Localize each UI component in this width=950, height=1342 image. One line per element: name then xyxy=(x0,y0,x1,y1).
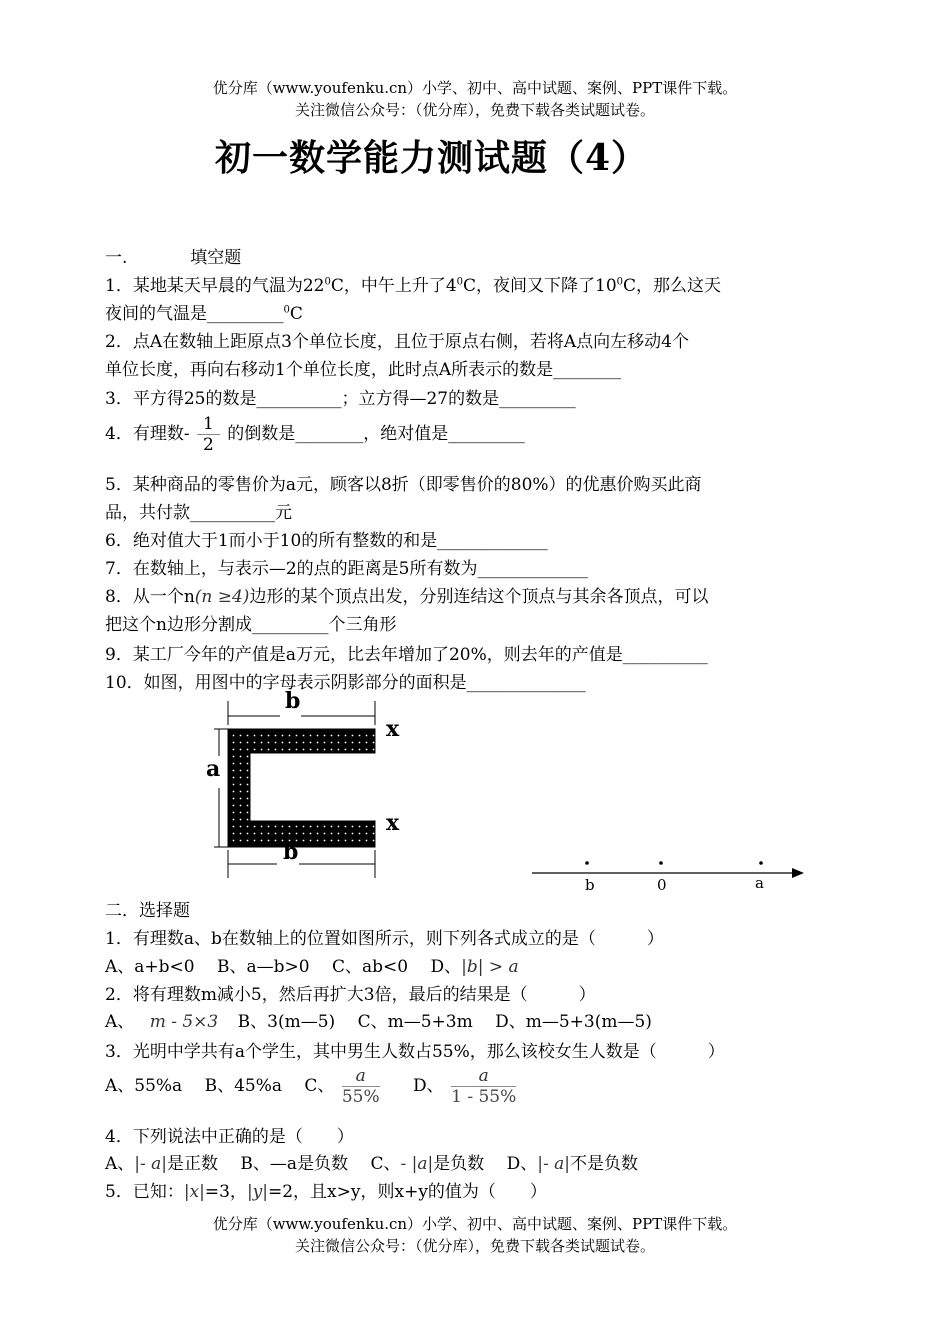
degree-mark: 0 xyxy=(616,276,624,288)
figure-label-x-top: x xyxy=(386,716,400,742)
q2-option-a-prefix: A、 xyxy=(105,1012,135,1032)
section-1-heading xyxy=(105,243,241,268)
q8-text-a: 8．从一个n xyxy=(105,587,195,607)
q1-text-f: C xyxy=(289,304,303,324)
question-2-line-1: 2．点A在数轴上距原点3个单位长度，且位于原点右侧，若将A点向左移动4个 xyxy=(105,332,689,352)
figure-label-a: a xyxy=(206,756,221,782)
footer-line-2: 关注微信公众号：（优分库），免费下载各类试题试卷。 xyxy=(294,1237,655,1255)
question-8-line-1 xyxy=(105,582,708,607)
page-title: 初一数学能力测试题（4） xyxy=(215,137,649,179)
section-1-number: 一. xyxy=(105,248,128,268)
footer-line-1: 优分库（www.youfenku.cn）小学、初中、高中试题、案例、PPT课件下载。 xyxy=(212,1215,738,1233)
fraction-numerator: a xyxy=(451,1066,516,1087)
question-10: 10．如图，用图中的字母表示阴影部分的面积是______________ xyxy=(105,673,586,693)
question-4 xyxy=(105,414,525,455)
number-line xyxy=(528,855,808,885)
degree-mark: 0 xyxy=(324,276,331,288)
q5-text-post: =2，且x>y，则x+y的值为（ ） xyxy=(268,1182,547,1202)
fraction-numerator: a xyxy=(342,1066,380,1087)
q4-option-d-math: |- a| xyxy=(537,1154,571,1174)
q1-text-b: C，中午上升了4 xyxy=(330,276,457,296)
section-1-title: 填空题 xyxy=(190,248,242,268)
header-line-2: 关注微信公众号：（优分库），免费下载各类试题试卷。 xyxy=(294,101,655,119)
number-line-label-b: b xyxy=(585,876,595,894)
degree-mark: 0 xyxy=(456,276,464,288)
section-2-heading: 二．选择题 xyxy=(105,901,190,921)
number-line-label-a: a xyxy=(755,874,764,892)
q8-math: (n ≥4) xyxy=(194,587,250,607)
question-1-line-2 xyxy=(105,299,303,324)
figure-label-b-bottom: b xyxy=(283,839,299,865)
choice-question-1: 1．有理数a、b在数轴上的位置如图所示，则下列各式成立的是（ ） xyxy=(105,929,664,949)
fraction-denominator: 2 xyxy=(202,435,214,455)
question-6: 6．绝对值大于1而小于10的所有整数的和是_____________ xyxy=(105,531,548,551)
q4-option-c-math: - |a| xyxy=(400,1154,434,1174)
q2-option-a-math: m - 5×3 xyxy=(149,1012,219,1032)
q5-abs-y: |y| xyxy=(246,1182,268,1202)
question-5-line-1: 5．某种商品的零售价为a元，顾客以8折（即零售价的80%）的优惠价购买此商 xyxy=(105,475,702,495)
choice-question-2: 2．将有理数m减小5，然后再扩大3倍，最后的结果是（ ） xyxy=(105,985,596,1005)
fraction-a-over-1-minus-55 xyxy=(451,1066,516,1107)
choice-question-1-options xyxy=(105,952,519,977)
q3-option-d-prefix: D、 xyxy=(413,1076,444,1096)
q4-text-a: 4．有理数- xyxy=(105,424,190,444)
choice-question-3: 3．光明中学共有a个学生，其中男生人数占55%，那么该校女生人数是（ ） xyxy=(105,1042,725,1062)
q1-text-a: 1．某地某天早晨的气温为22 xyxy=(105,276,325,296)
q5-text-pre: 5．已知： xyxy=(105,1182,184,1202)
point-b xyxy=(585,861,589,865)
number-line-arrow xyxy=(792,868,804,878)
choice-question-5 xyxy=(105,1177,547,1202)
point-zero xyxy=(659,861,663,865)
q5-abs-x: |x| xyxy=(183,1182,205,1202)
question-8-line-2: 把这个n边形分割成_________个三角形 xyxy=(105,615,397,635)
q4-option-c-text: 是负数 D、 xyxy=(433,1154,538,1174)
q4-option-a-prefix: A、 xyxy=(105,1154,135,1174)
q1-text-e: 夜间的气温是_________ xyxy=(105,304,284,324)
question-9: 9．某工厂今年的产值是a万元，比去年增加了20%，则去年的产值是__________ xyxy=(105,645,708,665)
q5-text-mid: =3， xyxy=(204,1182,247,1202)
figure-label-b-top: b xyxy=(285,688,301,714)
question-1-line-1 xyxy=(105,271,721,296)
choice-question-4-options xyxy=(105,1149,638,1174)
choice-question-2-options xyxy=(105,1007,652,1032)
choice-question-3-options xyxy=(105,1066,518,1107)
header-line-1: 优分库（www.youfenku.cn）小学、初中、高中试题、案例、PPT课件下载。 xyxy=(212,79,738,97)
fraction-a-over-55 xyxy=(342,1066,380,1107)
shaded-region xyxy=(228,729,375,847)
q4-text-b: 的倒数是________，绝对值是_________ xyxy=(227,424,525,444)
question-3: 3．平方得25的数是__________；立方得—27的数是_________ xyxy=(105,389,576,409)
fraction-denominator: 1 - 55% xyxy=(451,1087,517,1107)
question-7: 7．在数轴上，与表示—2的点的距离是5所有数为_____________ xyxy=(105,559,588,579)
point-a xyxy=(759,861,763,865)
q1-option-d-math: |b| > a xyxy=(461,957,519,977)
q8-text-b: 边形的某个顶点出发，分别连结这个顶点与其余各顶点，可以 xyxy=(249,587,709,607)
q3-options-text: A、55%a B、45%a C、 xyxy=(105,1076,335,1096)
fraction-one-half xyxy=(197,414,220,455)
degree-mark: 0 xyxy=(283,304,290,316)
figure-label-x-bottom: x xyxy=(386,810,400,836)
choice-question-4: 4．下列说法中正确的是（ ） xyxy=(105,1127,354,1147)
q1-text-d: C，那么这天 xyxy=(623,276,722,296)
question-5-line-2: 品，共付款__________元 xyxy=(105,503,292,523)
q4-option-a-text: 是正数 B、—a是负数 C、 xyxy=(167,1154,401,1174)
q2-options-rest: B、3(m—5) C、m—5+3m D、m—5+3(m—5) xyxy=(237,1012,652,1032)
q1-options-text: A、a+b<0 B、a—b>0 C、ab<0 D、 xyxy=(105,957,462,977)
q4-option-a-math: |- a| xyxy=(134,1154,168,1174)
fraction-numerator: 1 xyxy=(197,414,220,435)
q4-option-d-text: 不是负数 xyxy=(570,1154,639,1174)
q1-text-c: C，夜间又下降了10 xyxy=(463,276,617,296)
number-line-label-zero: 0 xyxy=(657,876,667,894)
fraction-denominator: 55% xyxy=(341,1087,380,1107)
question-2-line-2: 单位长度，再向右移动1个单位长度，此时点A所表示的数是________ xyxy=(105,360,622,380)
